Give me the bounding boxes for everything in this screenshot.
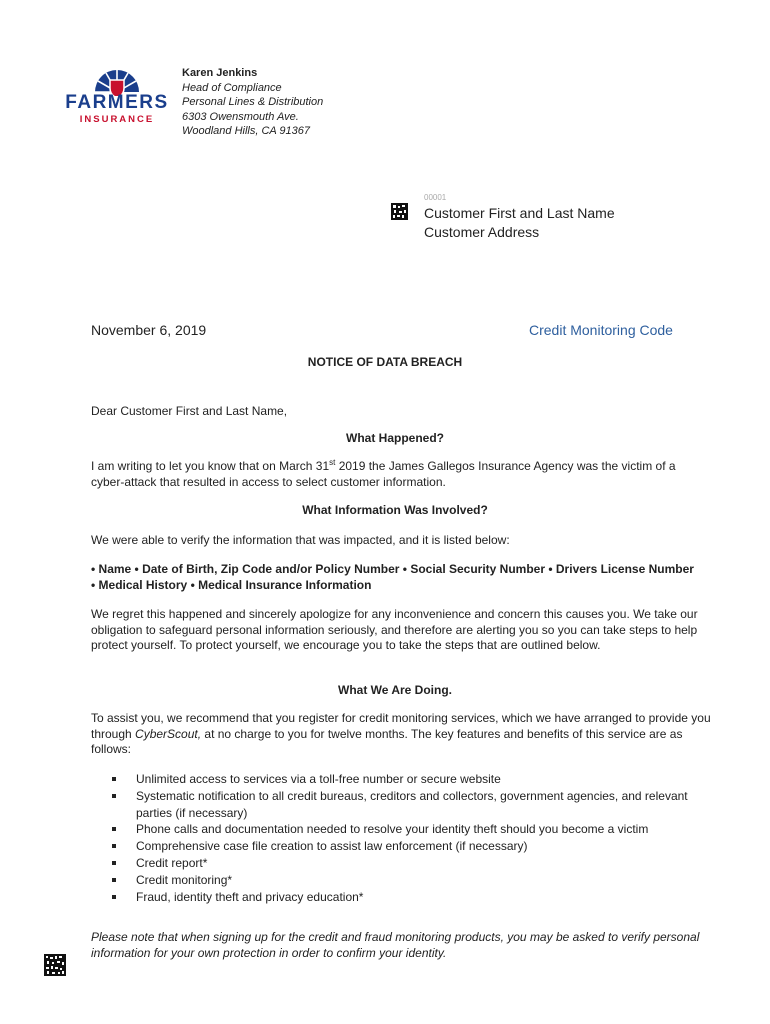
heading-what-we-are-doing: What We Are Doing. <box>338 683 452 697</box>
bullet-square-icon <box>112 878 116 882</box>
sender-street: 6303 Owensmouth Ave. <box>182 110 299 123</box>
sender-city: Woodland Hills, CA 91367 <box>182 125 310 138</box>
bullet-square-icon <box>112 827 116 831</box>
bullet-square-icon <box>112 861 116 865</box>
list-item: Unlimited access to services via a toll-free number or secure website <box>91 771 711 788</box>
info-items-list <box>91 562 711 593</box>
list-item: Fraud, identity theft and privacy education* <box>91 889 711 906</box>
datamatrix-barcode-icon <box>391 203 408 220</box>
paragraph-what-we-are-doing: To assist you, we recommend that you register for credit monitoring services, which we have arranged to provide you through CyberScout, at no charge to you for twelve months. The key features and benefits of this service are as follows: <box>91 711 711 757</box>
paragraph-info-intro: We were able to verify the information that was impacted, and it is listed below: <box>91 533 510 547</box>
list-item: Credit monitoring* <box>91 872 711 889</box>
list-item: Systematic notification to all credit bureaus, creditors and collectors, government agencies, and relevant parties (if necessary) <box>91 788 711 822</box>
recipient-block <box>424 204 615 241</box>
info-items-line: • Medical History • Medical Insurance Information <box>91 577 372 592</box>
list-item: Phone calls and documentation needed to resolve your identity theft should you become a victim <box>91 821 711 838</box>
bullet-square-icon <box>112 777 116 781</box>
list-item: Credit report* <box>91 855 711 872</box>
sender-name: Karen Jenkins <box>182 67 258 79</box>
heading-what-happened: What Happened? <box>346 431 444 445</box>
recipient-name: Customer First and Last Name <box>424 205 615 221</box>
logo-subtitle: INSURANCE <box>79 114 155 125</box>
credit-monitoring-code: Credit Monitoring Code <box>529 322 673 338</box>
bullet-square-icon <box>112 895 116 899</box>
farmers-sunburst-icon <box>58 62 176 96</box>
benefits-list <box>91 771 711 905</box>
paragraph-what-happened: I am writing to let you know that on March 31st 2019 the James Gallegos Insurance Agency was the victim of a cyber-attack that resulted in access to select customer information. <box>91 458 676 489</box>
letter-date: November 6, 2019 <box>91 322 207 338</box>
recipient-address: Customer Address <box>424 223 540 240</box>
sequence-number: 00001 <box>424 193 447 202</box>
notice-title: NOTICE OF DATA BREACH <box>307 355 463 369</box>
bullet-square-icon <box>112 794 116 798</box>
sender-title: Head of Compliance <box>182 81 282 94</box>
farmers-logo <box>58 62 176 128</box>
paragraph-regret: We regret this happened and sincerely apologize for any inconvenience and concern this causes you. We take our obligation to safeguard personal information seriously, and therefore are alerting you so you can take steps to help protect yourself. To protect yourself, we encourage you to take the steps that are outlined below. <box>91 607 698 653</box>
heading-what-information: What Information Was Involved? <box>302 503 488 517</box>
sender-department: Personal Lines & Distribution <box>182 96 324 109</box>
qr-code-icon <box>44 954 66 976</box>
salutation: Dear Customer First and Last Name, <box>91 404 288 418</box>
verification-note: Please note that when signing up for the credit and fraud monitoring products, you may be asked to verify personal information for your own protection in order to confirm your identity. <box>91 930 700 960</box>
info-items-line: • Name • Date of Birth, Zip Code and/or Policy Number • Social Security Number • Drivers License Number <box>91 562 694 576</box>
logo-wordmark: FARMERS <box>65 92 169 113</box>
sender-block <box>182 66 323 139</box>
bullet-square-icon <box>112 844 116 848</box>
list-item: Comprehensive case file creation to assist law enforcement (if necessary) <box>91 838 711 855</box>
